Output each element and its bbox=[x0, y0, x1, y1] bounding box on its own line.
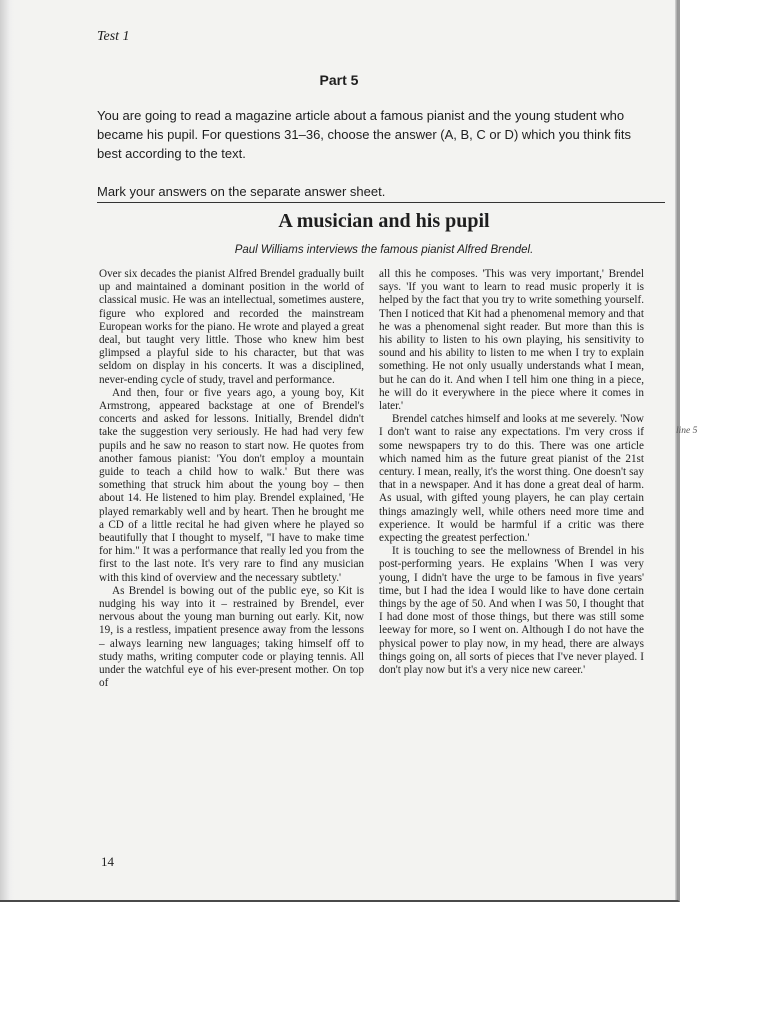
answer-note: Mark your answers on the separate answer sheet. bbox=[97, 184, 386, 199]
line-reference-marker: line 5 bbox=[676, 426, 698, 436]
article-title: A musician and his pupil bbox=[278, 210, 490, 232]
page-edge bbox=[675, 0, 678, 900]
part-title: Part 5 bbox=[319, 72, 359, 88]
article-paragraph: Brendel catches himself and looks at me severely. 'Now I don't want to raise any expectations. I'm very cross if some newspapers try to do this. There was one article which named him as the future great pianist of the 21st century. I mean, really, it's the worst thing. One doesn't say that in a newspaper. And it has done a great deal of harm. As usual, with gifted young players, he can play certain things amazingly well, while others need more time and experience. It would be harmful if a critic was there expecting the greatest perfection.' bbox=[379, 413, 644, 545]
article-right-column bbox=[379, 268, 644, 677]
instructions bbox=[97, 106, 657, 201]
instructions-text: You are going to read a magazine article about a famous pianist and the young student who became his pupil. For questions 31–36, choose the answer (A, B, C or D) which you think fits best according to the text. bbox=[97, 108, 631, 161]
article-paragraph: As Brendel is bowing out of the public eye, so Kit is nudging his way into it – restrained by Brendel, ever nervous about the young man burning out early. Kit, now 19, is a restless, impatient presence away from the lessons – always learning new languages; taking himself off to study maths, writing computer code or playing tennis. All under the watchful eye of his ever-present mother. On top of bbox=[99, 584, 364, 690]
divider-rule bbox=[97, 202, 665, 203]
article-paragraph: all this he composes. 'This was very important,' Brendel says. 'If you want to learn to read music properly it is helped by the fact that you try to write something yourself. Then I noticed that Kit had a phenomenal memory and that he was a phenomenal sight reader. But more than this is his ability to listen to his own playing, his sensitivity to sound and his ability to listen to me when I try to explain something. He not only usually understands what I mean, but he can do it. And when I tell him one thing in a piece, he will do it everywhere in the piece where it comes in later.' bbox=[379, 268, 644, 413]
article-paragraph: And then, four or five years ago, a young boy, Kit Armstrong, appeared backstage at one of Brendel's concerts and asked for lessons. Initially, Brendel didn't take the suggestion very seriously. He had had very few pupils and he saw no reason to start now. He quotes from another famous pianist: 'You don't employ a mountain guide to teach a child how to walk.' But there was something that struck him about the young boy – then about 14. He listened to him play. Brendel explained, 'He played remarkably well and by heart. Then he brought me a CD of a little recital he had given where he played so beautifully that I thought to myself, "I have to make time for him." It was a performance that really led you from the first to the last note. It's very rare to find any musician with this kind of overview and the necessary subtlety.' bbox=[99, 386, 364, 584]
page-number: 14 bbox=[101, 854, 114, 869]
page-fold-shadow bbox=[0, 0, 14, 900]
article-paragraph: It is touching to see the mellowness of Brendel in his post-performing years. He explains 'When I was very young, I didn't have the urge to be famous in five years' time, but I had the idea I would like to have done certain things by the age of 50. And when I was 50, I thought that I had done most of those things, but there was still some leeway for more, so I went on. Although I do not have the physical power to play now, in my head, there are always things going on, all sorts of pieces that I've never played. I don't play now but it's a very nice new career.' bbox=[379, 545, 644, 677]
running-head: Test 1 bbox=[97, 29, 130, 44]
article-paragraph: Over six decades the pianist Alfred Brendel gradually built up and maintained a dominant position in the world of classical music. He was an intellectual, sometimes austere, figure who explored and recorded the mainstream European works for the piano. He wrote and played a great deal, but taught very little. Those who knew him best glimpsed a playful side to his character, but that was seldom on display in his concerts. It was a disciplined, never-ending cycle of study, travel and performance. bbox=[99, 268, 364, 386]
article-byline: Paul Williams interviews the famous pianist Alfred Brendel. bbox=[234, 244, 534, 256]
article-left-column bbox=[99, 268, 364, 691]
